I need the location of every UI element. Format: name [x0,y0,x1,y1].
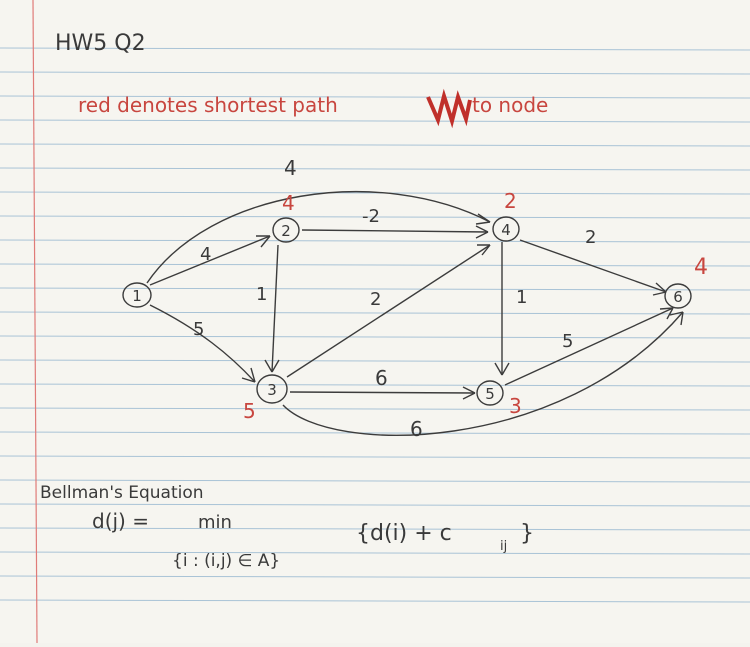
node-3 [243,375,287,423]
node-2-distance: 4 [282,191,295,215]
node-5-distance: 3 [509,394,522,418]
edge-2-3 [272,245,278,372]
weight-1-3: 5 [193,319,205,340]
equation-subscript: {i : (i,j) ∈ A} [172,551,281,571]
node-1 [123,283,151,307]
equation-min: min [198,512,232,533]
page-title: HW5 Q2 [55,31,146,56]
weight-5-6: 5 [562,331,574,352]
edge-2-4 [302,230,488,232]
node-4-distance: 2 [504,189,517,213]
weight-3-5: 6 [375,366,388,390]
weight-2-4: -2 [362,206,380,227]
weight-2-3: 1 [256,284,268,305]
edge-3-5 [290,392,475,393]
legend-note-end: to node [472,93,549,117]
node-4-label: 4 [501,221,511,239]
bellman-equation [40,483,534,571]
equation-rhs: {d(i) + c [356,521,452,546]
scribble-mark [428,96,470,121]
equation-lhs: d(j) = [92,509,149,533]
equation-heading: Bellman's Equation [40,483,204,503]
weight-4-6: 2 [585,227,597,248]
weight-1-4: 4 [284,156,297,180]
weight-1-2: 4 [200,244,212,265]
node-2-label: 2 [281,222,291,240]
node-5 [477,381,522,418]
node-5-label: 5 [485,385,495,403]
edge-1-3 [150,305,255,382]
weight-3-6: 6 [410,417,423,441]
node-6-distance: 4 [694,255,708,280]
node-4 [493,189,519,241]
node-3-distance: 5 [243,399,256,423]
equation-rhs-sub: ij [500,539,508,554]
node-6 [665,255,708,308]
node-3-label: 3 [267,381,277,399]
edge-1-4 [147,192,490,283]
equation-rhs-close: } [520,521,534,546]
node-1-label: 1 [132,287,142,305]
node-6-label: 6 [673,288,683,306]
weight-4-5: 1 [516,287,528,308]
legend-note: red denotes shortest path [78,93,338,117]
weight-3-4: 2 [370,289,382,310]
